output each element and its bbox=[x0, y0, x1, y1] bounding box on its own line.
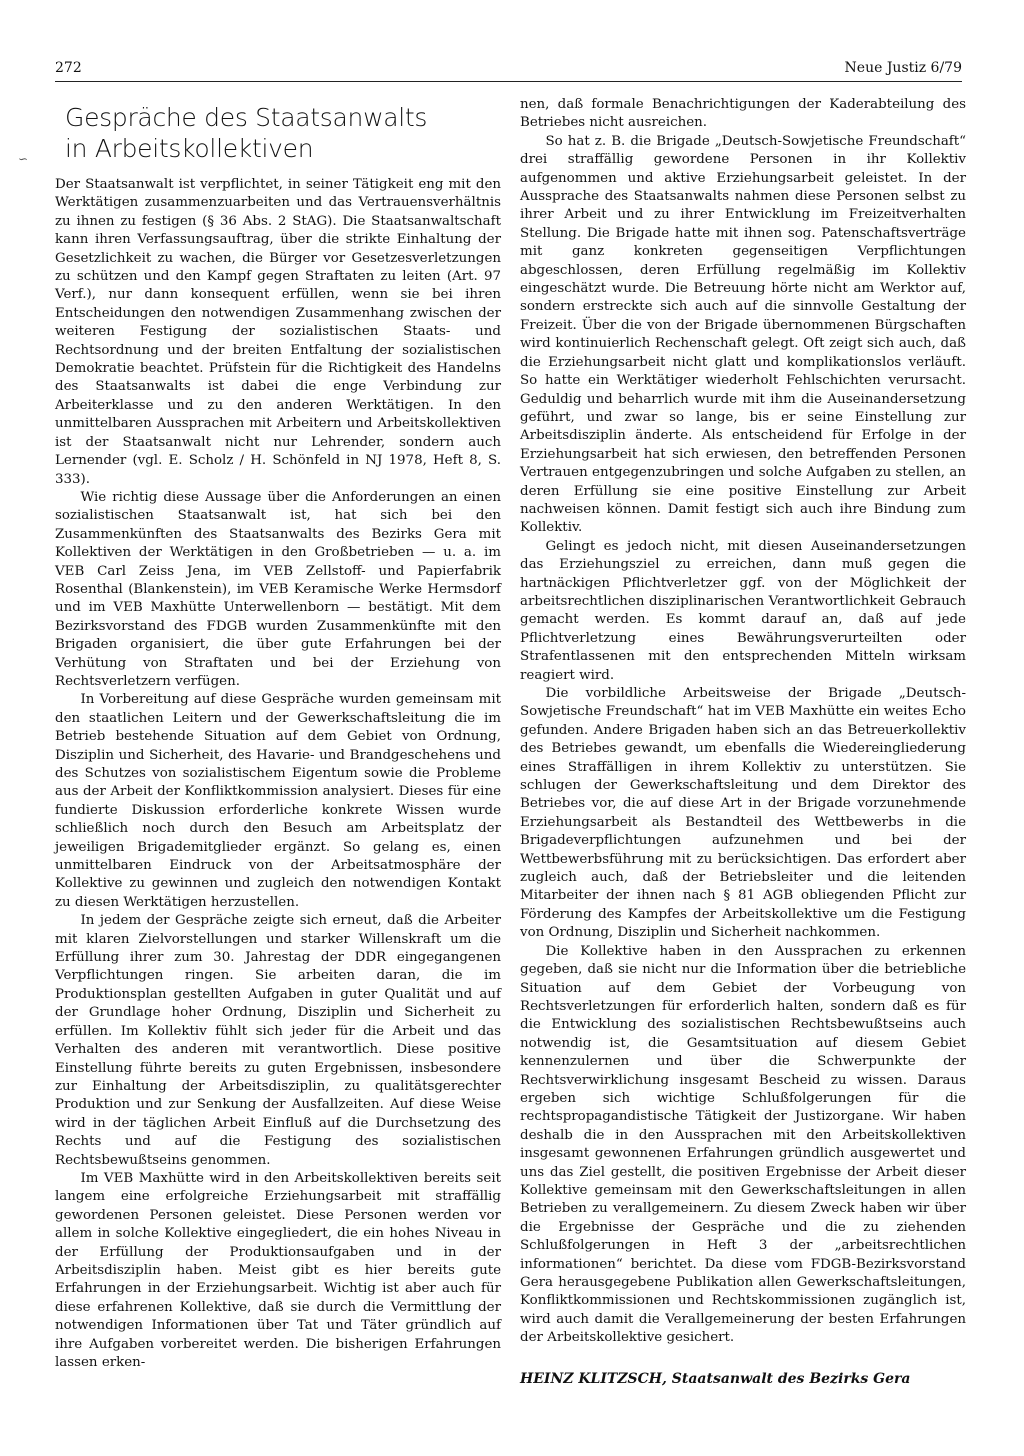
paragraph: Der Staatsanwalt ist verpflichtet, in seiner Tätigkeit eng mit den Werktätigen zusammenzuarbeiten und das Vertrauensverhältnis zu ihnen zu festigen (§ 36 Abs. 2 StAG). Die Staatsanwaltschaft kann ihren Verfassungsauftrag, über die strikte Einhaltung der Gesetzlichkeit zu wachen, die Bürger vor Gesetzesverletzungen zu schützen und den Kampf gegen Straftaten zu leiten (Art. 97 Verf.), nur dann konsequent erfüllen, wenn sie bei ihren Entscheidungen den notwendigen Zusammenhang zwischen der weiteren Festigung der sozialistischen Staats- und Rechtsordnung und der breiten Entfaltung der sozialistischen Demokratie beachtet. Prüfstein für die Richtigkeit des Handelns des Staatsanwalts ist dabei die enge Verbindung zur Arbeiterklasse und zu den anderen Werktätigen. In den unmittelbaren Aussprachen mit Arbeitern und Arbeitskollektiven ist der Staatsanwalt nicht nur Lehrender, sondern auch Lernender (vgl. E. Scholz / H. Schönfeld in NJ 1978, Heft 8, S. 333). bbox=[55, 177, 501, 487]
paragraph: In Vorbereitung auf diese Gespräche wurden gemeinsam mit den staatlichen Leitern und der Gewerkschaftsleitung die im Betrieb bestehende Situation auf dem Gebiet von Ordnung, Disziplin und Sicherheit, des Havarie- und Brandgeschehens und des Schutzes von sozialistischem Eigentum sowie die Probleme aus der Arbeit der Konfliktkommission analysiert. Dieses für eine fundierte Diskussion erforderliche konkrete Wissen wurde schließlich noch durch den Besuch am Arbeitsplatz der jeweiligen Brigademitglieder ergänzt. So gelang es, einen unmittelbaren Eindruck von der Arbeitsatmosphäre der Kollektive zu gewinnen und zugleich den notwendigen Kontakt zu diesen Werktätigen herzustellen. bbox=[55, 692, 501, 910]
page-number: 272 bbox=[55, 60, 82, 76]
author-signature: HEINZ KLITZSCH, Staatsanwalt des Bezirks Gera bbox=[520, 1370, 911, 1387]
margin-mark-icon: ∽ bbox=[18, 152, 29, 166]
article-title-line-2: in Arbeitskollektiven bbox=[65, 134, 314, 163]
paragraph: Die vorbildliche Arbeitsweise der Brigade „Deutsch-Sowjetische Freundschaft“ hat im VEB Maxhütte ein weites Echo gefunden. Andere Brigaden haben sich an das Betreuerkollektiv des Betriebes gewandt, um ebenfalls die Wiedereingliederung eines Straffälligen in ihrem Kollektiv zu unterstützen. Sie schlugen der Gewerkschaftsleitung und dem Direktor des Betriebes vor, die auf diese Art in der Brigade vorzunehmende Erziehungsarbeit als Bestandteil des Wettbewerbs in die Brigadeverpflichtungen aufzunehmen und bei der Wettbewerbsführung mit zu berücksichtigen. Das erfordert aber zugleich auch, daß der Betriebsleiter und die leitenden Mitarbeiter der ihnen nach § 81 AGB obliegenden Pflicht zur Förderung des Kampfes der Arbeitskollektive um die Festigung von Ordnung, Disziplin und Sicherheit nachkommen. bbox=[520, 686, 966, 941]
article-title bbox=[65, 102, 501, 164]
paragraph: In jedem der Gespräche zeigte sich erneut, daß die Arbeiter mit klaren Zielvorstellungen und starker Willenskraft um die Erfüllung ihrer zum 30. Jahrestag der DDR eingegangenen Verpflichtungen ringen. Sie arbeiten daran, die im Produktionsplan gestellten Aufgaben in guter Qualität und auf der Grundlage hoher Ordnung, Disziplin und Sicherheit zu erfüllen. Im Kollektiv fühlt sich jeder für die Arbeit und das Verhalten des anderen mit verantwortlich. Diese positive Einstellung führte bereits zu guten Ergebnissen, insbesondere zur Einhaltung der Arbeitsdisziplin, zu qualitätsgerechter Produktion und zur Senkung der Ausfallzeiten. Auf diese Weise wird in der täglichen Arbeit Einfluß auf die Durchsetzung des Rechts und auf die Festigung des sozialistischen Rechtsbewußtseins genommen. bbox=[55, 913, 501, 1168]
paragraph: Die Kollektive haben in den Aussprachen zu erkennen gegeben, daß sie nicht nur die Information über die betriebliche Situation auf dem Gebiet der Vorbeugung von Rechtsverletzungen für erforderlich halten, sondern daß es für die Entwicklung des sozialistischen Rechtsbewußtseins auch notwendig ist, die Gesamtsituation auf diesem Gebiet kennenzulernen und über die Schwerpunkte der Rechtsverwirklichung insgesamt Bescheid zu wissen. Daraus ergeben sich wichtige Schlußfolgerungen für die rechtspropagandistische Tätigkeit der Justizorgane. Wir haben deshalb die in den Aussprachen mit den Arbeitskollektiven insgesamt gewonnenen Erfahrungen gründlich ausgewertet und uns das Ziel gestellt, die positiven Ergebnisse der Arbeit dieser Kollektive gemeinsam mit den Gewerkschaftsleitungen in allen Betrieben zu verallgemeinern. Zu diesem Zweck haben wir über die Ergebnisse der Gespräche und die zu ziehenden Schlußfolgerungen in Heft 3 der „arbeitsrechtlichen informationen“ berichtet. Da diese vom FDGB-Bezirksvorstand Gera herausgegebene Publikation allen Gewerkschaftsleitungen, Konfliktkommissionen und Rechtskommissionen zugänglich ist, wird auch damit die Verallgemeinerung der besten Erfahrungen der Arbeitskollektive gesichert. bbox=[520, 943, 966, 1346]
paragraph: Im VEB Maxhütte wird in den Arbeitskollektiven bereits seit langem eine erfolgreiche Erziehungsarbeit mit straffällig gewordenen Personen geleistet. Diese Personen werden vor allem in solche Kollektive eingegliedert, die ein hohes Niveau in der Erfüllung der Produktionsaufgaben und in der Arbeitsdisziplin haben. Meist gibt es hier bereits gute Erfahrungen in der Erziehungsarbeit. Wichtig ist aber auch für diese erfahrenen Kollektive, daß sie durch die Vermittlung der notwendigen Informationen über Tat und Täter gründlich auf ihre Aufgaben vorbereitet werden. Die bisherigen Erfahrungen lassen erken- bbox=[55, 1170, 501, 1370]
header-rule bbox=[55, 81, 962, 82]
journal-issue: Neue Justiz 6/79 bbox=[844, 60, 962, 76]
paragraph: So hat z. B. die Brigade „Deutsch-Sowjetische Freundschaft“ drei straffällig gewordene Personen in ihr Kollektiv aufgenommen und aktive Erziehungsarbeit geleistet. In der Aussprache des Staatsanwalts nahmen diese Personen selbst zu ihrer Arbeit und zu ihrer Entwicklung im Freizeitverhalten Stellung. Die Brigade hatte mit ihnen sog. Patenschaftsverträge mit ganz konkreten gegenseitigen Verpflichtungen abgeschlossen, deren Erfüllung regelmäßig im Kollektiv eingeschätzt wurde. Die Betreuung hörte nicht am Werktor auf, sondern erstreckte sich auch auf die sinnvolle Gestaltung der Freizeit. Über die von der Brigade übernommenen Bürgschaften wird kontinuierlich Rechenschaft gelegt. Oft zeigt sich auch, daß die Erziehungsarbeit nicht glatt und komplikationslos verläuft. So hatte ein Werktätiger wiederholt Fehlschichten verursacht. Geduldig und beharrlich wurde mit ihm die Auseinandersetzung geführt, und zwar so lange, bis er seine Einstellung zur Arbeitsdisziplin änderte. Als entscheidend für Erfolge in der Erziehungsarbeit hat sich erwiesen, den betreffenden Personen Vertrauen entgegenzubringen und solche Aufgaben zu stellen, an deren Erfüllung sie eine positive Einstellung zur Arbeit nachweisen können. Damit festigt sich auch ihre Bindung zum Kollektiv. bbox=[520, 133, 966, 536]
article-title-line-1: Gespräche des Staatsanwalts bbox=[65, 103, 428, 132]
paragraph: Gelingt es jedoch nicht, mit diesen Auseinandersetzungen das Erziehungsziel zu erreichen, dann muß gegen die hartnäckigen Pflichtverletzer ggf. von der Möglichkeit der arbeitsrechtlichen disziplinarischen Verantwortlichkeit Gebrauch gemacht werden. Es kommt darauf an, daß auf jede Pflichtverletzung eines Bewährungsverurteilten oder Strafentlassenen mit den entsprechenden Mitteln wirksam reagiert wird. bbox=[520, 538, 966, 683]
paragraph: Wie richtig diese Aussage über die Anforderungen an einen sozialistischen Staatsanwalt ist, hat sich bei den Zusammenkünften des Staatsanwalts des Bezirks Gera mit Kollektiven der Werktätigen in den Großbetrieben — u. a. im VEB Carl Zeiss Jena, im VEB Zellstoff- und Papierfabrik Rosenthal (Blankenstein), im VEB Keramische Werke Hermsdorf und im VEB Maxhütte Unterwellenborn — bestätigt. Mit dem Bezirksvorstand des FDGB wurden Zusammenkünfte mit den Brigaden organisiert, die über gute Erfahrungen bei der Verhütung von Straftaten und bei der Erziehung von Rechtsverletzern verfügen. bbox=[55, 489, 501, 689]
column-left bbox=[55, 96, 501, 1372]
column-right bbox=[520, 96, 966, 1388]
paragraph-continued: nen, daß formale Benachrichtigungen der Kaderabteilung des Betriebes nicht ausreichen. bbox=[520, 97, 966, 131]
